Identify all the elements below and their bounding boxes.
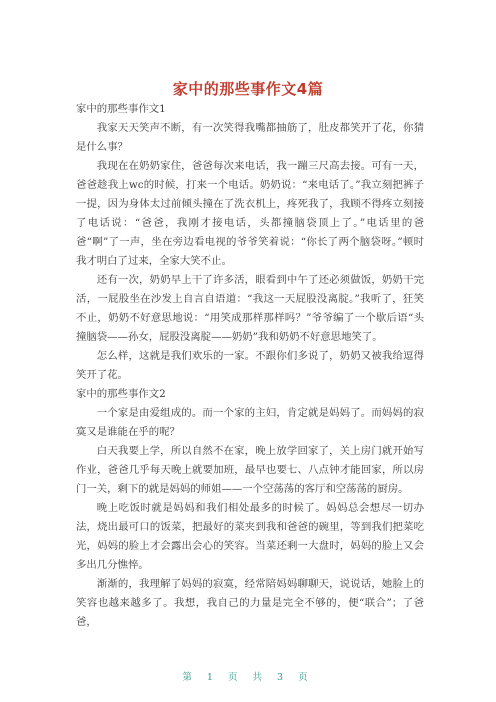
section-heading: 家中的那些事作文2: [76, 388, 166, 400]
body-paragraph: 渐渐的，我理解了妈妈的寂寞，经常陪妈妈聊聊天，说说话，她脸上的笑容也越来越多了。我想，我自己的力量是完全不够的，便“联合”；了爸爸，: [76, 578, 424, 628]
page-number: 第 1 页 共 3 页: [182, 672, 314, 683]
body-paragraph: 一个家是由爱组成的。而一个家的主妇，肯定就是妈妈了。而妈妈的寂寞又是谁能在乎的呢？: [76, 407, 424, 438]
body-paragraph: 还有一次，奶奶早上干了许多活，眼看到中午了还必须做饭，奶奶干完活，一屁股坐在沙发上自言自语道：“我这一天屁股没离腚。”我听了，狂笑不止，奶奶不好意思地说：“用笑成那样那样吗？”爷爷编了一个歇后语“头撞脑袋——孙女，屁股没离腚——奶奶”我和奶奶不好意思地笑了。: [76, 274, 424, 343]
body-paragraph: 我家天天笑声不断，有一次笑得我嘴都抽筋了，肚皮都笑开了花，你猜是什么事？: [76, 122, 424, 153]
body-paragraph: 我现在在奶奶家住，爸爸每次来电话，我一蹦三尺高去接。可有一天，爸爸趁我上wc的时候，打来一个电话。奶奶说：“来电话了。”我立刻把裤子一提，因为身体太过前倾头撞在了洗衣机上，疼死我了，我顾不得疼立刻接了电话说：“爸爸，我刚才接电话，头都撞脑袋顶上了。”电话里的爸爸“啊”了一声，坐在旁边看电视的爷爷笑着说：“你长了两个脑袋呀。”顿时我才明白了过来，全家大笑不止。: [76, 160, 424, 267]
section-heading: 家中的那些事作文1: [76, 103, 166, 115]
body-paragraph: 怎么样，这就是我们欢乐的一家。不跟你们多说了，奶奶又被我给逗得笑开了花。: [76, 350, 424, 381]
body-paragraph: 晚上吃饭时就是妈妈和我们相处最多的时候了。妈妈总会想尽一切办法，烧出最可口的饭菜，把最好的菜夹到我和爸爸的碗里，等到我们把菜吃光，妈妈的脸上才会露出会心的笑容。当菜还剩一大盘时，妈妈的脸上又会多出几分憔悴。: [76, 502, 424, 571]
body-paragraph: 白天我要上学，所以自然不在家，晚上放学回家了，关上房门就开始写作业，爸爸几乎每天晚上就要加班，最早也要七、八点钟才能回家，所以房门一关，剩下的就是妈妈的师姐——一个空荡荡的客厅和空荡荡的厨房。: [76, 445, 424, 495]
document-body: [76, 100, 424, 632]
document-title: 家中的那些事作文4篇: [172, 80, 324, 98]
